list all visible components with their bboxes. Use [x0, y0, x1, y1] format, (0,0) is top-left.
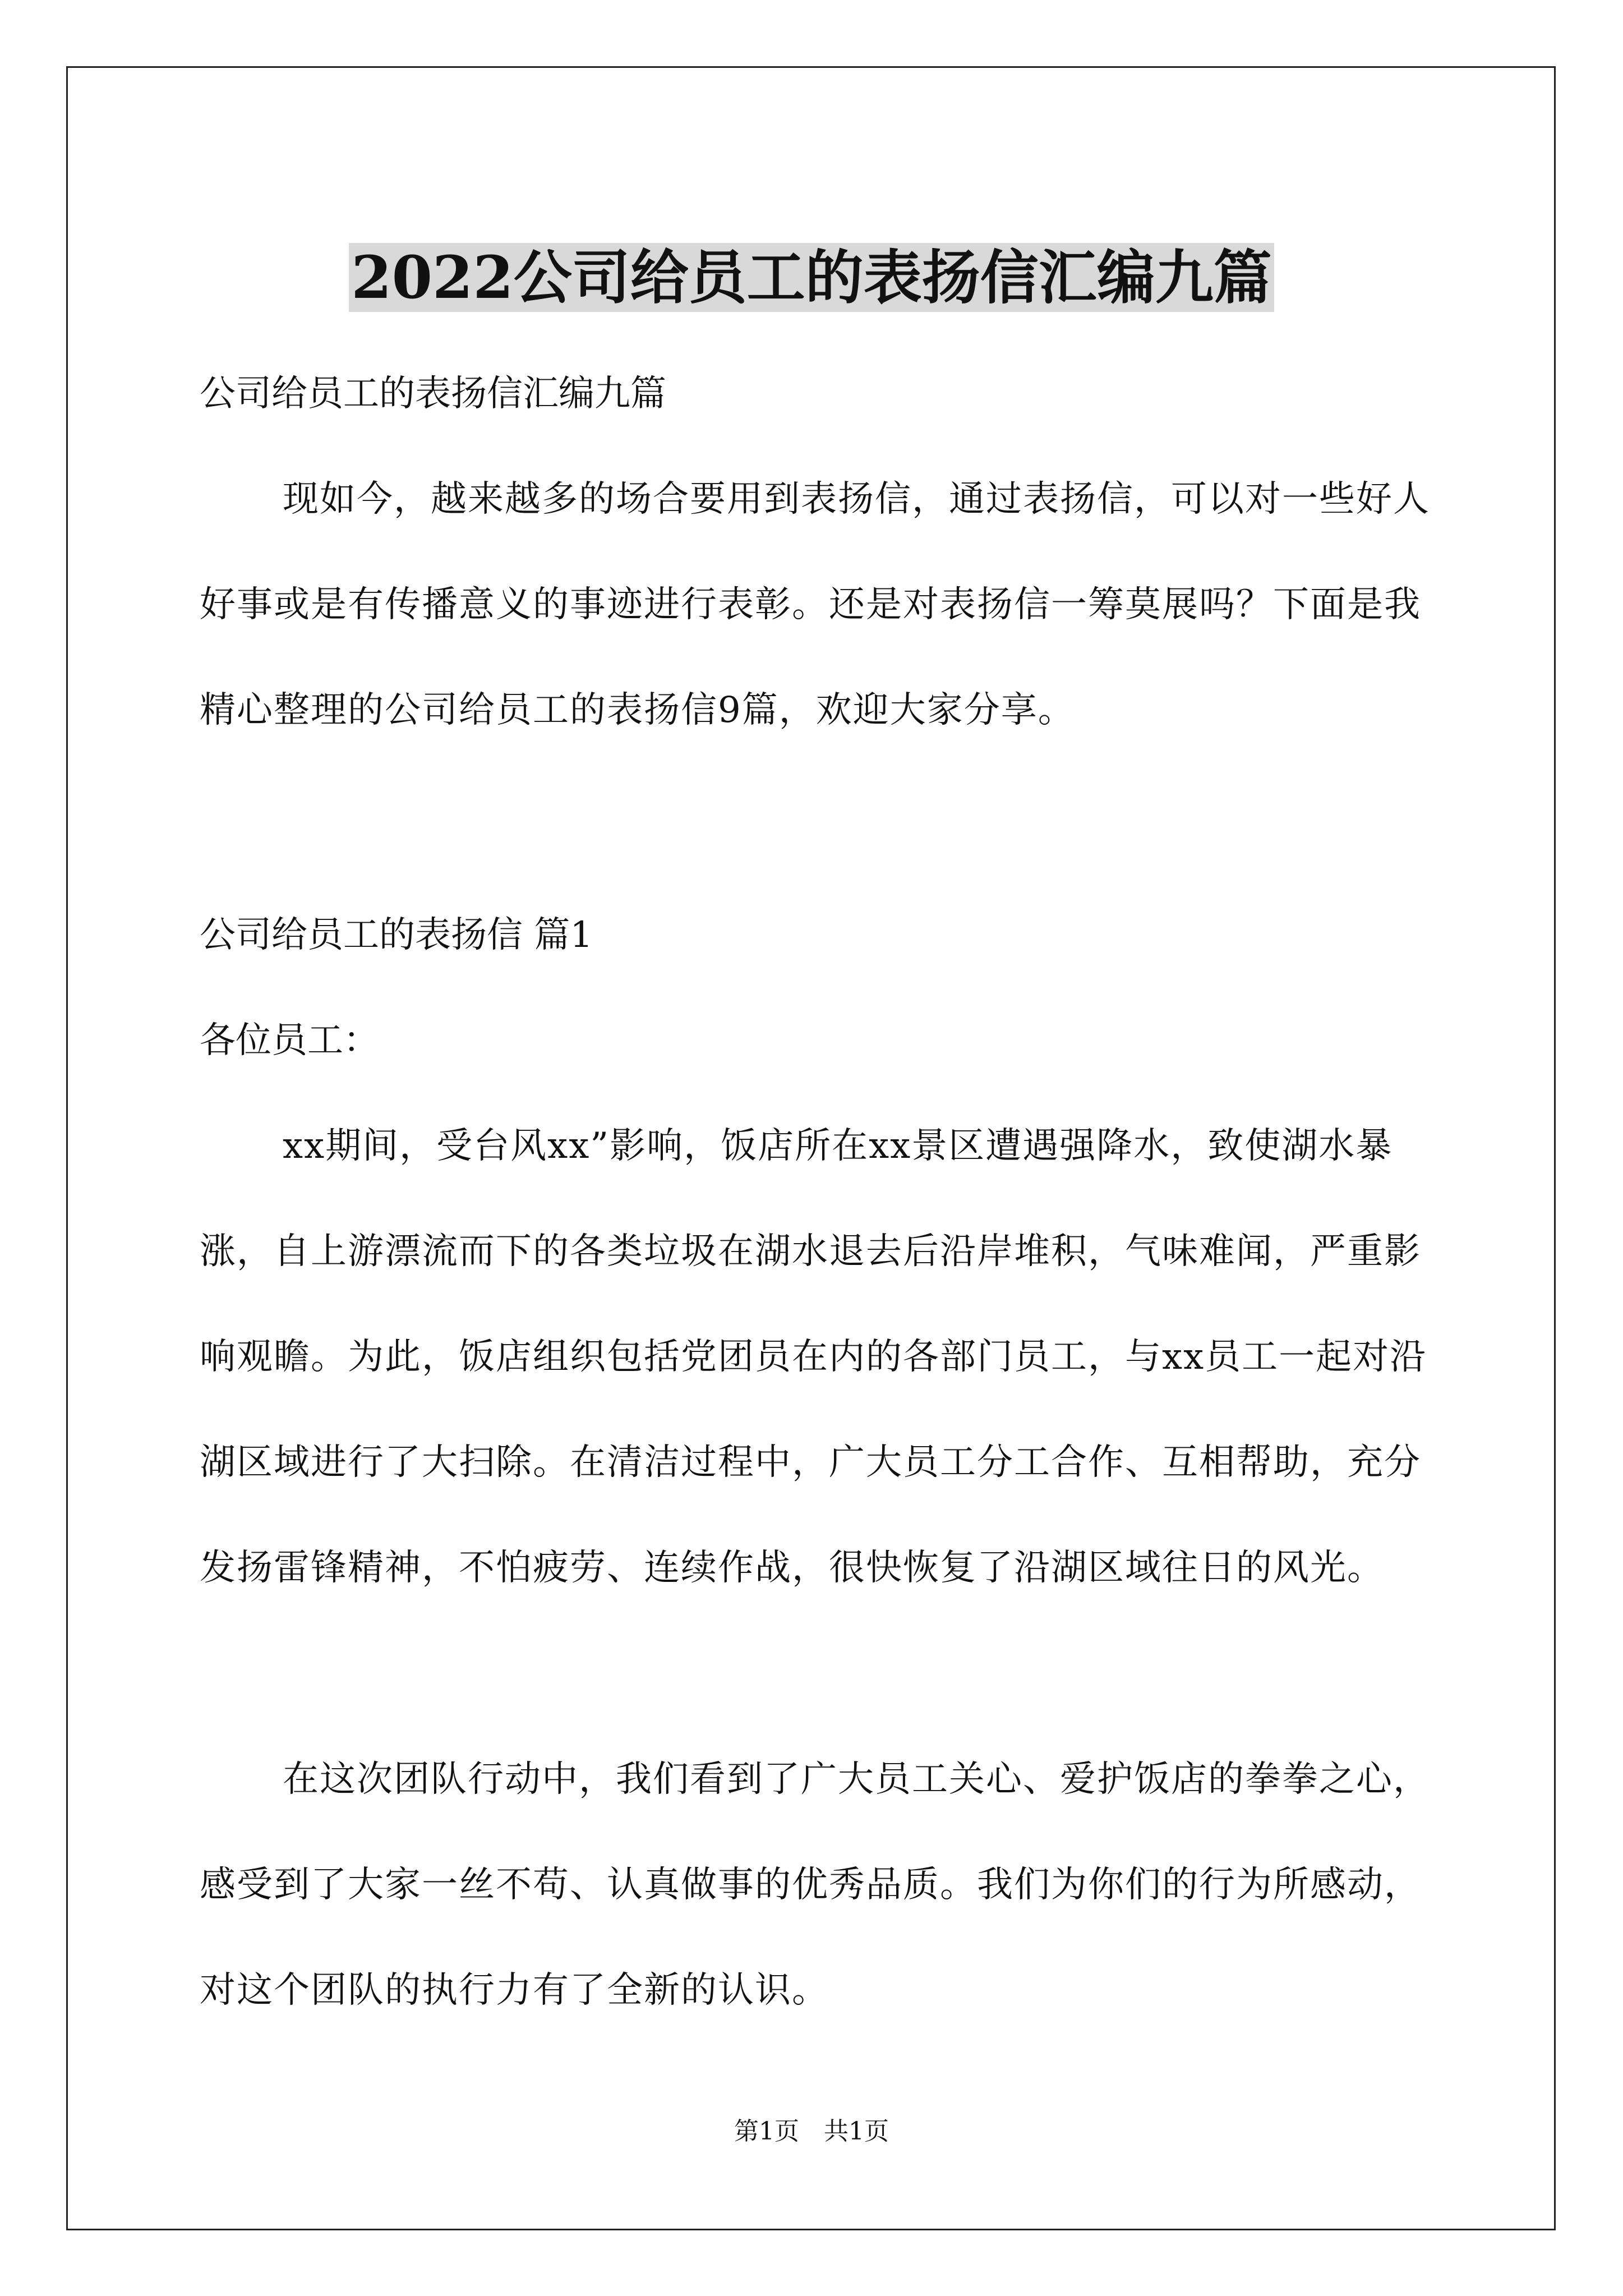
body-paragraph: 在这次团队行动中，我们看到了广大员工关心、爱护饭店的拳拳之心，感受到了大家一丝不苟、认真做事的优秀品质。我们为你们的行为所感动，对这个团队的执行力有了全新的认识。	[200, 1759, 1430, 2011]
section-heading: 公司给员工的表扬信 篇1	[200, 914, 593, 956]
document-title-text: 2022公司给员工的表扬信汇编九篇	[349, 243, 1274, 312]
intro-paragraph: 现如今，越来越多的场合要用到表扬信，通过表扬信，可以对一些好人好事或是有传播意义的事迹进行表彰。还是对表扬信一筹莫展吗？下面是我精心整理的公司给员工的表扬信9篇，欢迎大家分享。	[200, 478, 1430, 731]
document-title	[0, 238, 1623, 317]
page-footer: 第1页 共1页	[734, 2117, 889, 2146]
salutation: 各位员工：	[200, 1020, 379, 1061]
body-paragraph: xx期间，受台风xx”影响，饭店所在xx景区遭遇强降水，致使湖水暴涨，自上游漂流而下的各类垃圾在湖水退去后沿岸堆积，气味难闻，严重影响观瞻。为此，饭店组织包括党团员在内的各部门员工，与xx员工一起对沿湖区域进行了大扫除。在清洁过程中，广大员工分工合作、互相帮助，充分发扬雷锋精神，不怕疲劳、连续作战，很快恢复了沿湖区域往日的风光。	[200, 1125, 1427, 1589]
document-subtitle: 公司给员工的表扬信汇编九篇	[200, 373, 666, 415]
